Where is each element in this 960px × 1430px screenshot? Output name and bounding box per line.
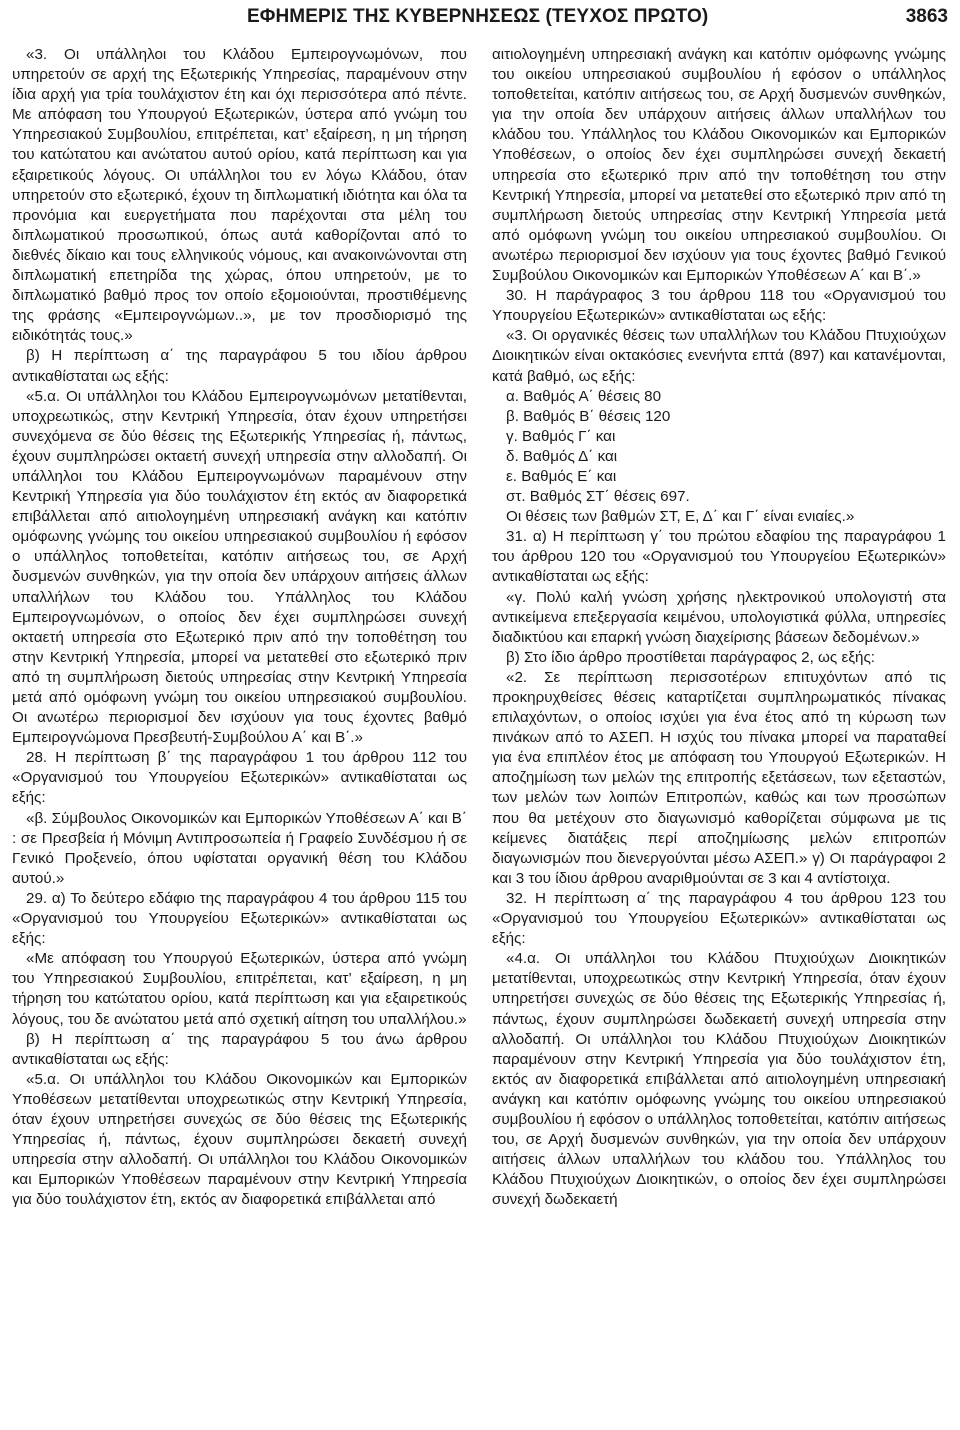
paragraph: «3. Οι οργανικές θέσεις των υπαλλήλων του Κλάδου Πτυχιούχων Διοικητικών είναι οκτακόσιες ενενήντα επτά (897) και κατανέμονται, κατά βαθμό, ως εξής: xyxy=(492,327,946,385)
paragraph: «γ. Πολύ καλή γνώση χρήσης ηλεκτρονικού υπολογιστή στα αντικείμενα επεξεργασία κειμένου, υπολογιστικά φύλλα, υπηρεσίες διαδικτύου και επαρκή γνώση διαχείρισης βάσεων δεδομένων.» xyxy=(492,588,946,646)
list-item: β. Βαθμός Β΄ θέσεις 120 xyxy=(506,407,671,425)
paragraph: «β. Σύμβουλος Οικονομικών και Εμπορικών Υποθέσεων Α΄ και Β΄ : σε Πρεσβεία ή Μόνιμη Αντιπροσωπεία ή Γραφείο Συνδέσμου ή σε Γενικό Προξενείο, όπου υφίσταται οργανική θέση του Κλάδου αυτού.» xyxy=(12,809,467,887)
paragraph: «3. Οι υπάλληλοι του Κλάδου Εμπειρογνωμόνων, που υπηρετούν σε αρχή της Εξωτερικής Υπηρεσίας, παραμένουν στην ίδια αρχή για τρία τουλάχιστον έτη και όχι περισσότερα από πέντε. Με απόφαση του Υπουργού Εξωτερικών, ύστερα από γνώμη του Υπηρεσιακού Συμβουλίου, επιτρέπεται, κατ’ εξαίρεση, η μη τήρηση του κατώτατου και ανώτατου αυτού ορίου, κατά περίπτωση και για εξαιρετικούς λόγους. Οι υπάλληλοι του εν λόγω Κλάδου, όταν υπηρετούν στο εξωτερικό, έχουν τη διπλωματική ιδιότητα και όλα τα προνόμια και ευεργετήματα που παρέχονται στα μέλη του διπλωματικού προσωπικού, όπως αυτά καθορίζονται από το διεθνές δίκαιο και τους ελληνικούς νόμους, και ανακοινώνονται στη διπλωματική επετηρίδα της χώρας, όπου υπηρετούν, με το διπλωματικό βαθμό προς τον οποίο εξομοιούνται, προστιθέμενης της φράσης «Εμπειρογνώμων..», με τον προσδιορισμό της ειδικότητάς τους.» xyxy=(12,46,467,345)
right-column xyxy=(492,45,946,1210)
paragraph: «2. Σε περίπτωση περισσοτέρων επιτυχόντων από τις προκηρυχθείσες θέσεις καταρτίζεται συμπληρωματικός πίνακας επιλαχόντων, ο οποίος ισχύει για ένα έτος από τη κύρωση των πινάκων από το ΑΣΕΠ. Η ισχύς του πίνακα μπορεί να παραταθεί για ένα επιπλέον έτος με απόφαση του Υπουργού Εξωτερικών. Η αποζημίωση των μελών της επιτροπής εξετάσεων, των εξεταστών, των μελών των λοιπών Επιτροπών, καθώς και των προσώπων που θα μετέχουν στο διαγωνισμό καθορίζεται σύμφωνα με τις κείμενες διατάξεις περί αποζημίωσης μελών επιτροπών διαγωνισμών που διενεργούνται μέσω ΑΣΕΠ.» γ) Οι παράγραφοι 2 και 3 του ίδιου άρθρου αναριθμούνται σε 3 και 4 αντίστοιχα. xyxy=(492,668,946,887)
list-item: ε. Βαθμός Ε΄ και xyxy=(506,467,617,485)
paragraph: «5.α. Οι υπάλληλοι του Κλάδου Εμπειρογνωμόνων μετατίθενται, υποχρεωτικώς, στην Κεντρική Υπηρεσία, όταν έχουν υπηρετήσει συνεχόμενα σε δύο θέσεις της Εξωτερικής Υπηρεσίας ή, πάντως, έχουν συμπληρώσει οκταετή συνεχή υπηρεσία στην αλλοδαπή. Οι υπάλληλοι του Κλάδου Εμπειρογνωμόνων παραμένουν στην Κεντρική Υπηρεσία για δύο τουλάχιστον έτη εκτός αν διαφορετικά επιβάλλεται από αιτιολογημένη υπηρεσιακή ανάγκη και κατόπιν ομόφωνης γνώμης του οικείου υπηρεσιακού συμβουλίου ή εφόσον ο υπάλληλος τοποθετείται, κατόπιν αιτήσεως του, σε Αρχή δυσμενών συνθηκών, για την οποία δεν υπάρχουν αιτήσεις άλλων υπαλλήλων του Κλάδου του. Υπάλληλος του Κλάδου Εμπειρογνωμόνων, ο οποίος δεν έχει συμπληρώσει συνεχή οκταετή υπηρεσία στο Εξωτερικό πριν από την τοποθέτηση του στην Κεντρική Υπηρεσία, μπορεί να μετατεθεί στο εξωτερικό πριν από τη συμπλήρωση διετούς υπηρεσίας στην Κεντρική Υπηρεσία μετά από ομόφωνη γνώμη του οικείου υπηρεσιακού συμβουλίου. Οι ανωτέρω περιορισμοί δεν ισχύουν για τους έχοντες βαθμό Εμπειρογνώμονα Πρεσβευτή-Συμβούλου Α΄ και Β΄.» xyxy=(12,387,467,747)
paragraph: 31. α) Η περίπτωση γ΄ του πρώτου εδαφίου της παραγράφου 1 του άρθρου 120 του «Οργανισμού του Υπουργείου Εξωτερικών» αντικαθίσταται ως εξής: xyxy=(492,528,946,586)
paragraph: 30. Η παράγραφος 3 του άρθρου 118 του «Οργανισμού του Υπουργείου Εξωτερικών» αντικαθίσταται ως εξής: xyxy=(492,287,946,325)
left-column xyxy=(12,45,467,1210)
paragraph: «Με απόφαση του Υπουργού Εξωτερικών, ύστερα από γνώμη του Υπηρεσιακού Συμβουλίου, επιτρέπεται, κατ’ εξαίρεση, η μη τήρηση του κατώτατου ορίου, κατά περίπτωση και για εξαιρετικούς λόγους, του δε ανώτατου μετά από σχετική αίτηση του υπαλλήλου.» xyxy=(12,950,467,1028)
page-header xyxy=(0,6,960,34)
paragraph: β) Στο ίδιο άρθρο προστίθεται παράγραφος 2, ως εξής: xyxy=(506,648,876,666)
paragraph: β) Η περίπτωση α΄ της παραγράφου 5 του άνω άρθρου αντικαθίσταται ως εξής: xyxy=(12,1030,467,1068)
paragraph: «5.α. Οι υπάλληλοι του Κλάδου Οικονομικών και Εμπορικών Υποθέσεων μετατίθενται υποχρεωτικώς στην Κεντρική Υπηρεσία, όταν έχουν υπηρετήσει συνεχώς σε δύο θέσεις της Εξωτερικής Υπηρεσίας ή, πάντως, έχουν συμπληρώσει δεκαετή συνεχή υπηρεσία στην αλλοδαπή. Οι υπάλληλοι του Κλάδου Οικονομικών και Εμπορικών Υποθέσεων παραμένουν στην Κεντρική Υπηρεσία για δύο τουλάχιστον έτη, εκτός αν διαφορετικά επιβάλλεται από xyxy=(12,1070,467,1209)
paragraph: β) Η περίπτωση α΄ της παραγράφου 5 του ιδίου άρθρου αντικαθίσταται ως εξής: xyxy=(12,347,467,385)
paragraph: «4.α. Οι υπάλληλοι του Κλάδου Πτυχιούχων Διοικητικών μετατίθενται, υποχρεωτικώς στην Κεντρική Υπηρεσία, όταν έχουν υπηρετήσει συνεχώς σε δύο θέσεις της Εξωτερικής Υπηρεσίας ή, πάντως, έχουν συμπληρώσει δωδεκαετή συνεχή υπηρεσία στην αλλοδαπή. Οι υπάλληλοι του Κλάδου Πτυχιούχων Διοικητικών παραμένουν στην Κεντρική Υπηρεσία για δύο τουλάχιστον έτη, εκτός αν διαφορετικά επιβάλλεται από αιτιολογημένη υπηρεσιακή ανάγκη και κατόπιν ομόφωνης γνώμης του οικείου υπηρεσιακού συμβουλίου ή εφόσον ο υπάλληλος τοποθετείται, κατόπιν αιτήσεως του, σε Αρχή δυσμενών συνθηκών, για την οποία δεν υπάρχουν αιτήσεις άλλων υπαλλήλων του κλάδου του. Υπάλληλος του Κλάδου Πτυχιούχων Διοικητικών, ο οποίος δεν έχει συμπληρώσει συνεχή δωδεκαετή xyxy=(492,950,946,1209)
list-item: στ. Βαθμός ΣΤ΄ θέσεις 697. xyxy=(506,488,690,506)
list-item: δ. Βαθμός Δ΄ και xyxy=(506,447,618,465)
paragraph: 32. Η περίπτωση α΄ της παραγράφου 4 του άρθρου 123 του «Οργανισμού του Υπουργείου Εξωτερικών» αντικαθίσταται ως εξής: xyxy=(492,889,946,948)
list-item: α. Βαθμός Α΄ θέσεις 80 xyxy=(506,387,662,405)
list-item: γ. Βαθμός Γ΄ και xyxy=(506,427,616,445)
paragraph: Οι θέσεις των βαθμών ΣΤ, Ε, Δ΄ και Γ΄ είναι ενιαίες.» xyxy=(506,508,855,526)
page-number: 3863 xyxy=(905,6,948,27)
gazette-title: ΕΦΗΜΕΡΙΣ ΤΗΣ ΚΥΒΕΡΝΗΣΕΩΣ (ΤΕΥΧΟΣ ΠΡΩΤΟ) xyxy=(247,6,709,27)
paragraph: 28. Η περίπτωση β΄ της παραγράφου 1 του άρθρου 112 του «Οργανισμού του Υπουργείου Εξωτερικών» αντικαθίσταται ως εξής: xyxy=(12,749,467,807)
paragraph: αιτιολογημένη υπηρεσιακή ανάγκη και κατόπιν ομόφωνης γνώμης του οικείου υπηρεσιακού συμβουλίου ή εφόσον ο υπάλληλος τοποθετείται, κατόπιν αιτήσεως του, σε Αρχή δυσμενών συνθηκών, για την οποία δεν υπάρχουν αιτήσεις άλλων υπαλλήλων του κλάδου του. Υπάλληλος του Κλάδου Οικονομικών και Εμπορικών Υποθέσεων, ο οποίος δεν έχει συμπληρώσει συνεχή δεκαετή υπηρεσία στο εξωτερικό πριν από την τοποθέτηση του στην Κεντρική Υπηρεσία, μπορεί να μετατεθεί στο εξωτερικό πριν από τη συμπλήρωση διετούς υπηρεσίας στην Κεντρική Υπηρεσία μετά από ομόφωνη γνώμη του οικείου υπηρεσιακού συμβουλίου. Οι ανωτέρω περιορισμοί δεν ισχύουν για τους έχοντες βαθμό Γενικού Συμβούλου Οικονομικών και Εμπορικών Υποθέσεων Α΄ και Β΄.» xyxy=(492,46,946,285)
paragraph: 29. α) Το δεύτερο εδάφιο της παραγράφου 4 του άρθρου 115 του «Οργανισμού του Υπουργείου Εξωτερικών» αντικαθίσταται ως εξής: xyxy=(12,889,467,948)
